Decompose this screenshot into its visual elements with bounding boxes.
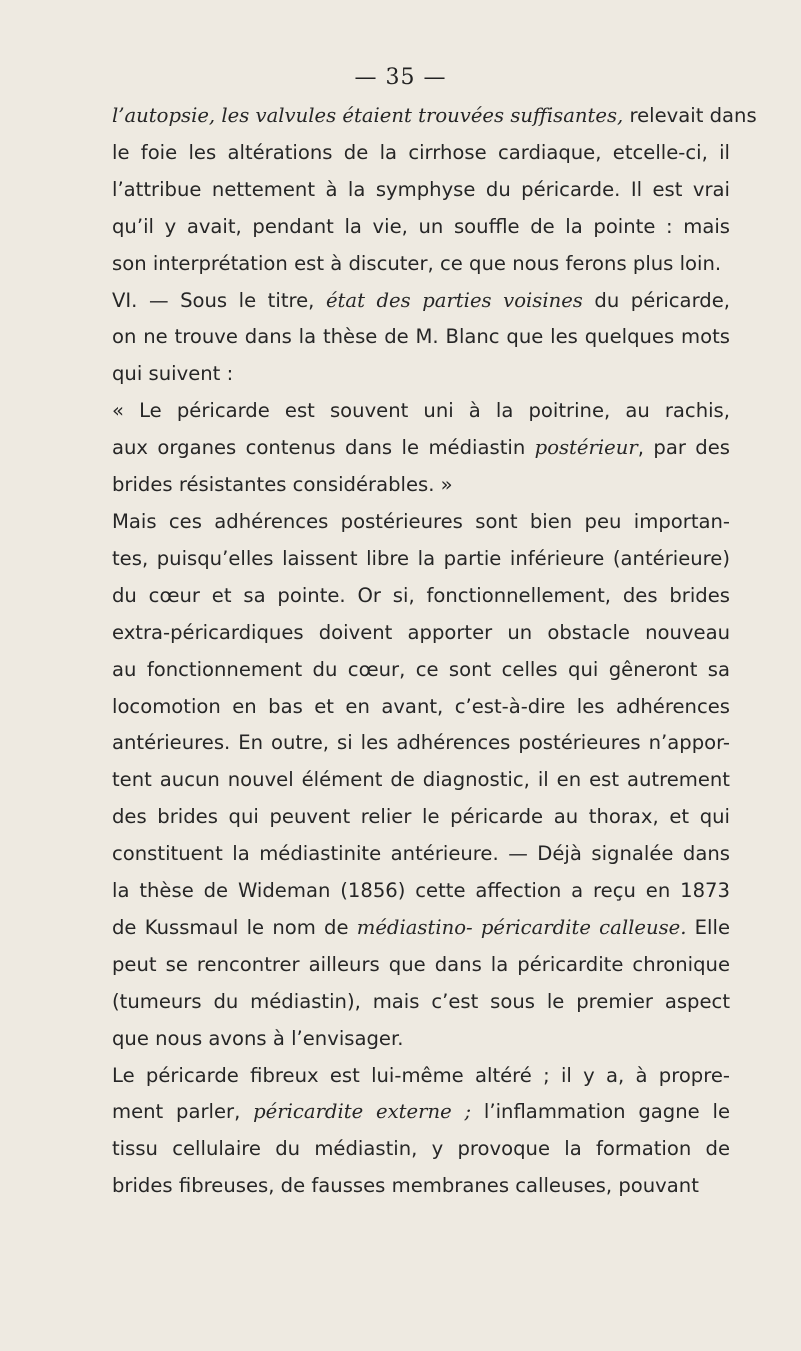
text-segment: tissu cellulaire du médiastin, y provoque la formation de: [112, 1137, 730, 1161]
text-line: [112, 947, 730, 984]
italic-text: péricardite externe ;: [253, 1100, 472, 1124]
text-line: [112, 209, 730, 246]
text-line: [112, 578, 730, 615]
text-line: [112, 1021, 730, 1058]
text-segment: VI. — Sous le titre,: [112, 288, 326, 312]
text-segment: du cœur et sa pointe. Or si, fonctionnellement, des brides: [112, 583, 730, 607]
text-line: [112, 541, 730, 578]
text-line: [112, 873, 730, 910]
text-line: [112, 762, 730, 799]
italic-text: état des parties voisines: [325, 288, 583, 312]
text-segment: aux organes contenus dans le médiastin: [112, 436, 535, 460]
text-segment: que nous avons à l’envisager.: [112, 1026, 404, 1050]
text-segment: Le péricarde fibreux est lui-même altéré ; il y a, à propre-: [112, 1063, 730, 1087]
text-segment: la thèse de Wideman (1856) cette affection a reçu en 1873: [112, 879, 730, 903]
text-segment: qui suivent :: [112, 362, 234, 386]
italic-text: postérieur: [534, 436, 638, 460]
text-segment: du péricarde,: [582, 288, 730, 312]
text-segment: qu’il y avait, pendant la vie, un souffle de la pointe : mais: [112, 214, 730, 238]
text-segment: peut se rencontrer ailleurs que dans la péricardite chronique: [112, 952, 730, 976]
text-line: [112, 1094, 730, 1131]
text-segment: le foie les altérations de la cirrhose cardiaque, etcelle-ci, il: [112, 140, 730, 164]
text-segment: (tumeurs du médiastin), mais c’est sous le premier aspect: [112, 989, 730, 1013]
italic-text: médiastino- péricardite calleuse.: [356, 915, 687, 939]
text-segment: l’inflammation gagne le: [471, 1100, 730, 1124]
text-segment: on ne trouve dans la thèse de M. Blanc que les quelques mots: [112, 325, 730, 349]
page-body-text: [112, 98, 757, 1205]
text-line: [112, 504, 730, 541]
text-segment: relevait dans: [623, 104, 757, 127]
text-line: [112, 430, 730, 467]
text-line: [112, 393, 730, 430]
text-segment: au fonctionnement du cœur, ce sont celles qui gêneront sa: [112, 657, 730, 681]
text-segment: son interprétation est à discuter, ce que nous ferons plus loin.: [112, 251, 722, 275]
text-line: [112, 1058, 730, 1095]
text-line: [112, 984, 730, 1021]
text-segment: ment parler,: [112, 1100, 254, 1124]
text-segment: extra-péricardiques doivent apporter un obstacle nouveau: [112, 620, 730, 644]
text-line: [112, 172, 730, 209]
text-line: [112, 615, 730, 652]
text-line: [112, 1131, 730, 1168]
text-segment: de Kussmaul le nom de: [112, 915, 357, 939]
text-segment: tent aucun nouvel élément de diagnostic, il en est autrement: [112, 768, 730, 792]
text-segment: locomotion en bas et en avant, c’est-à-dire les adhérences: [112, 694, 730, 718]
text-line: [112, 356, 730, 393]
text-line: [112, 689, 730, 726]
text-segment: , par des: [637, 436, 730, 460]
text-line: [112, 1168, 730, 1205]
text-segment: brides fibreuses, de fausses membranes calleuses, pouvant: [112, 1174, 699, 1198]
paragraph: [112, 1058, 730, 1206]
page-number: — 35 —: [354, 65, 447, 90]
text-line: [112, 135, 730, 172]
paragraph: [112, 98, 757, 283]
text-segment: des brides qui peuvent relier le péricarde au thorax, et qui: [112, 805, 730, 829]
text-line: [112, 467, 730, 504]
text-line: [112, 836, 730, 873]
text-segment: tes, puisqu’elles laissent libre la partie inférieure (antérieure): [112, 546, 730, 570]
text-line: [112, 246, 730, 283]
text-line: [112, 799, 730, 836]
text-segment: antérieures. En outre, si les adhérences postérieures n’appor-: [112, 731, 730, 755]
text-line: [112, 725, 730, 762]
text-segment: Elle: [686, 915, 730, 939]
text-segment: l’attribue nettement à la symphyse du péricarde. Il est vrai: [112, 177, 730, 201]
paragraph: [112, 283, 730, 394]
text-line: [112, 319, 730, 356]
text-segment: « Le péricarde est souvent uni à la poitrine, au rachis,: [112, 399, 730, 423]
paragraph: [112, 393, 730, 504]
paragraph: [112, 504, 730, 1058]
text-line: [112, 910, 730, 947]
text-line: [112, 98, 757, 135]
text-line: [112, 652, 730, 689]
text-segment: constituent la médiastinite antérieure. — Déjà signalée dans: [112, 842, 730, 866]
italic-text: l’autopsie, les valvules étaient trouvées suffisantes,: [112, 104, 624, 127]
text-line: [112, 283, 730, 320]
text-segment: Mais ces adhérences postérieures sont bien peu importan-: [112, 509, 730, 533]
text-segment: brides résistantes considérables. »: [112, 473, 453, 497]
